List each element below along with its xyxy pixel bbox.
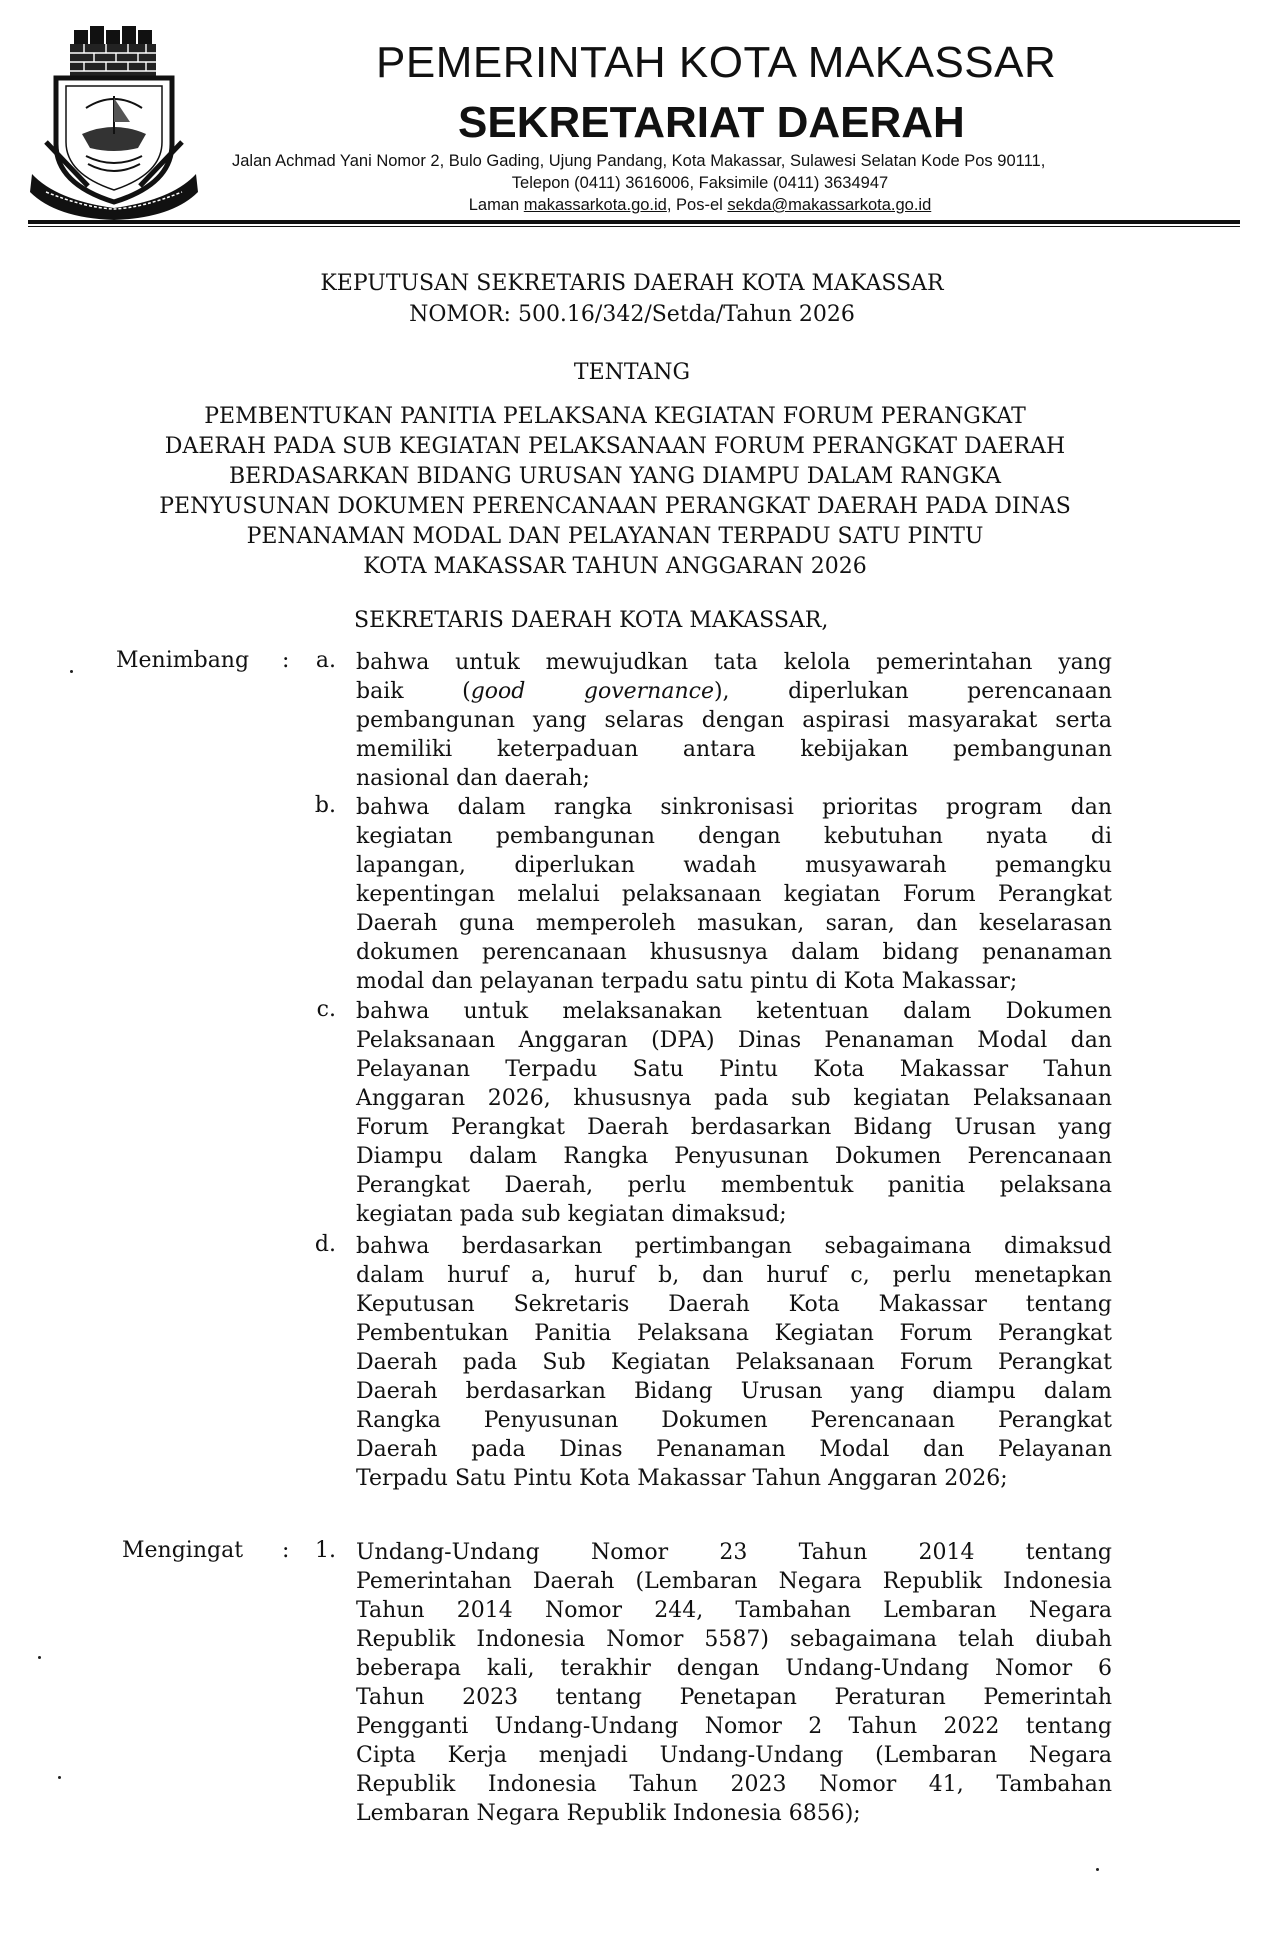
text-line: Perangkat Daerah, perlu membentuk panitia pelaksana	[356, 1173, 1112, 1198]
text-line: Anggaran 2026, khususnya pada sub kegiatan Pelaksanaan	[356, 1086, 1112, 1111]
text-line: bahwa untuk mewujudkan tata kelola pemerintahan yang	[356, 650, 1112, 675]
website-email-line	[200, 196, 1200, 215]
text-line: dalam huruf a, huruf b, dan huruf c, perlu menetapkan	[356, 1263, 1112, 1288]
text-line: Diampu dalam Rangka Penyusunan Dokumen Perencanaan	[356, 1144, 1112, 1169]
letterhead-rule-thick	[28, 220, 1240, 224]
subject-line: BERDASARKAN BIDANG URUSAN YANG DIAMPU DALAM RANGKA	[228, 464, 1002, 489]
item-marker: b.	[314, 793, 336, 818]
text-line: Forum Perangkat Daerah berdasarkan Bidang Urusan yang	[356, 1115, 1112, 1140]
item-marker: c.	[316, 997, 336, 1022]
text-line: Terpadu Satu Pintu Kota Makassar Tahun Anggaran 2026;	[356, 1466, 1008, 1491]
decree-number: NOMOR: 500.16/342/Setda/Tahun 2026	[409, 302, 855, 327]
mengingat-item-1	[356, 1538, 1112, 1828]
mengingat-label: Mengingat	[122, 1538, 244, 1563]
text-line: Daerah pada Dinas Penanaman Modal dan Pelayanan	[356, 1437, 1112, 1462]
menimbang-item-b	[356, 793, 1112, 996]
menimbang-item-a	[356, 648, 1112, 793]
office-name: SEKRETARIAT DAERAH	[458, 98, 965, 147]
subject-line: PENANAMAN MODAL DAN PELAYANAN TERPADU SATU PINTU	[246, 524, 984, 549]
subject-line: KOTA MAKASSAR TAHUN ANGGARAN 2026	[363, 554, 867, 579]
text-line: baik (good governance), diperlukan perencanaan	[356, 679, 1112, 704]
text-line: Republik Indonesia Nomor 5587) sebagaimana telah diubah	[356, 1627, 1112, 1652]
text-line: Republik Indonesia Tahun 2023 Nomor 41, Tambahan	[356, 1772, 1112, 1797]
text-line: Lembaran Negara Republik Indonesia 6856);	[356, 1801, 861, 1826]
text-line: Keputusan Sekretaris Daerah Kota Makassar tentang	[356, 1292, 1112, 1317]
text-line: Daerah guna memperoleh masukan, saran, dan keselarasan	[356, 911, 1112, 936]
scan-speck	[70, 670, 73, 673]
decree-subject	[90, 402, 1140, 582]
text-line: bahwa untuk melaksanakan ketentuan dalam Dokumen	[356, 999, 1112, 1024]
item-marker: a.	[315, 648, 336, 673]
letterhead-rule-thin	[28, 226, 1240, 227]
text-line: Pelayanan Terpadu Satu Pintu Kota Makassar Tahun	[356, 1057, 1112, 1082]
address-line: Jalan Achmad Yani Nomor 2, Bulo Gading, Ujung Pandang, Kota Makassar, Sulawesi Selatan Kode Pos 90111,	[232, 152, 1046, 170]
text-line: lapangan, diperlukan wadah musyawarah pemangku	[356, 853, 1112, 878]
text-line: Rangka Penyusunan Dokumen Perencanaan Perangkat	[356, 1408, 1112, 1433]
decree-title: KEPUTUSAN SEKRETARIS DAERAH KOTA MAKASSAR	[320, 271, 944, 296]
item-marker: d.	[314, 1232, 336, 1257]
menimbang-colon: :	[282, 648, 290, 673]
menimbang-item-c	[356, 997, 1112, 1229]
subject-line: PEMBENTUKAN PANITIA PELAKSANA KEGIATAN FORUM PERANGKAT	[204, 404, 1026, 429]
text-line: dokumen perencanaan khususnya dalam bidang penanaman	[356, 940, 1112, 965]
text-line: bahwa dalam rangka sinkronisasi prioritas program dan	[356, 795, 1112, 820]
item-marker: 1.	[315, 1538, 336, 1563]
text-line: Undang-Undang Nomor 23 Tahun 2014 tentang	[356, 1540, 1112, 1565]
tentang-heading: TENTANG	[573, 360, 691, 385]
menimbang-item-d	[356, 1232, 1112, 1493]
text-line: kepentingan melalui pelaksanaan kegiatan Forum Perangkat	[356, 882, 1112, 907]
issuing-official: SEKRETARIS DAERAH KOTA MAKASSAR,	[354, 608, 829, 633]
website-prefix: Laman	[468, 196, 524, 214]
text-line: kegiatan pada sub kegiatan dimaksud;	[356, 1202, 787, 1227]
email-prefix: , Pos-el	[666, 196, 728, 214]
text-line: Cipta Kerja menjadi Undang-Undang (Lembaran Negara	[356, 1743, 1112, 1768]
scan-speck	[1096, 1868, 1099, 1871]
text-line: nasional dan daerah;	[356, 766, 590, 791]
text-line: kegiatan pembangunan dengan kebutuhan nyata di	[356, 824, 1112, 849]
text-line: Daerah berdasarkan Bidang Urusan yang diampu dalam	[356, 1379, 1112, 1404]
text-line: Tahun 2014 Nomor 244, Tambahan Lembaran Negara	[356, 1598, 1112, 1623]
makassar-coat-of-arms-icon	[26, 24, 202, 220]
text-line: bahwa berdasarkan pertimbangan sebagaimana dimaksud	[356, 1234, 1112, 1259]
text-line: Pelaksanaan Anggaran (DPA) Dinas Penanaman Modal dan	[356, 1028, 1112, 1053]
text-line: Pembentukan Panitia Pelaksana Kegiatan Forum Perangkat	[356, 1321, 1112, 1346]
text-line: modal dan pelayanan terpadu satu pintu di Kota Makassar;	[356, 969, 1018, 994]
text-line: memiliki keterpaduan antara kebijakan pembangunan	[356, 737, 1112, 762]
scan-speck	[38, 1656, 41, 1659]
text-line: pembangunan yang selaras dengan aspirasi masyarakat serta	[356, 708, 1112, 733]
menimbang-label: Menimbang	[116, 648, 250, 673]
text-line: Tahun 2023 tentang Penetapan Peraturan Pemerintah	[356, 1685, 1112, 1710]
government-name: PEMERINTAH KOTA MAKASSAR	[376, 38, 1057, 87]
subject-line: PENYUSUNAN DOKUMEN PERENCANAAN PERANGKAT DAERAH PADA DINAS	[159, 494, 1071, 519]
subject-line: DAERAH PADA SUB KEGIATAN PELAKSANAAN FORUM PERANGKAT DAERAH	[164, 434, 1066, 459]
mengingat-colon: :	[282, 1538, 290, 1563]
scan-speck	[58, 1776, 61, 1779]
website-link[interactable]: makassarkota.go.id	[523, 196, 667, 214]
text-line: Daerah pada Sub Kegiatan Pelaksanaan Forum Perangkat	[356, 1350, 1112, 1375]
text-line: Pemerintahan Daerah (Lembaran Negara Republik Indonesia	[356, 1569, 1112, 1594]
email-link[interactable]: sekda@makassarkota.go.id	[727, 196, 932, 214]
text-line: Pengganti Undang-Undang Nomor 2 Tahun 2022 tentang	[356, 1714, 1112, 1739]
phone-fax-line: Telepon (0411) 3616006, Faksimile (0411) 3634947	[511, 174, 889, 192]
text-line: beberapa kali, terakhir dengan Undang-Undang Nomor 6	[356, 1656, 1112, 1681]
